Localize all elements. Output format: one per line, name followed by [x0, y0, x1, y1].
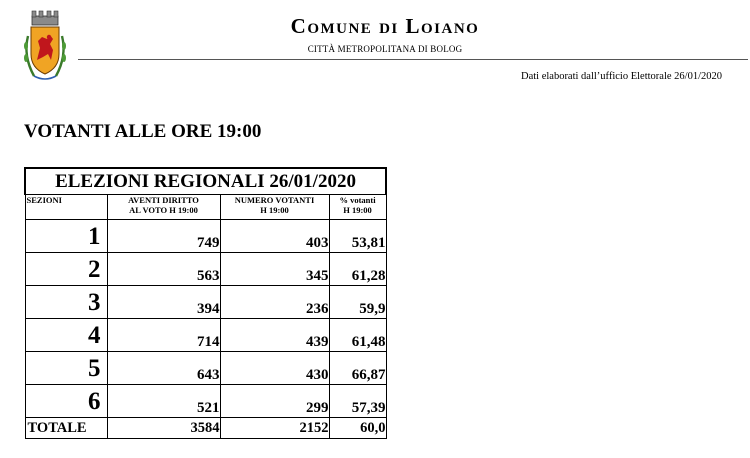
cell-sezione: 4	[25, 319, 107, 352]
cell-sezione: 6	[25, 385, 107, 418]
table-row	[25, 352, 386, 385]
cell-aventi: 749	[107, 220, 220, 253]
table-caption: ELEZIONI REGIONALI 26/01/2020	[25, 168, 386, 195]
results-table	[24, 167, 387, 439]
cell-percent: 61,28	[329, 253, 386, 286]
cell-aventi: 521	[107, 385, 220, 418]
cell-votanti: 236	[220, 286, 329, 319]
cell-votanti: 299	[220, 385, 329, 418]
table-header-row	[25, 195, 386, 220]
coat-of-arms-logo	[20, 8, 70, 86]
cell-sezione: 3	[25, 286, 107, 319]
cell-percent: 61,48	[329, 319, 386, 352]
table-total-row	[25, 418, 386, 439]
cell-aventi: 563	[107, 253, 220, 286]
cell-aventi: 714	[107, 319, 220, 352]
cell-aventi: 643	[107, 352, 220, 385]
total-label: TOTALE	[25, 418, 107, 439]
total-aventi: 3584	[107, 418, 220, 439]
table-row	[25, 286, 386, 319]
page-subtitle: CITTÀ METROPOLITANA DI BOLOG	[307, 44, 463, 54]
cell-percent: 66,87	[329, 352, 386, 385]
table-row	[25, 319, 386, 352]
table-row	[25, 385, 386, 418]
cell-aventi: 394	[107, 286, 220, 319]
cell-votanti: 430	[220, 352, 329, 385]
cell-percent: 53,81	[329, 220, 386, 253]
table-row	[25, 220, 386, 253]
column-header-aventi: AVENTI DIRITTO AL VOTO H 19:00	[107, 195, 220, 220]
cell-votanti: 439	[220, 319, 329, 352]
page-title: Comune di Loiano	[290, 14, 480, 38]
total-votanti: 2152	[220, 418, 329, 439]
cell-sezione: 2	[25, 253, 107, 286]
column-header-votanti: NUMERO VOTANTI H 19:00	[220, 195, 329, 220]
section-heading: VOTANTI ALLE ORE 19:00	[24, 121, 262, 142]
cell-percent: 59,9	[329, 286, 386, 319]
cell-sezione: 5	[25, 352, 107, 385]
processed-data-note: Dati elaborati dall’ufficio Elettorale 26/01/2020	[521, 71, 722, 82]
column-header-percent: % votanti H 19:00	[329, 195, 386, 220]
header-divider	[78, 59, 748, 60]
cell-votanti: 403	[220, 220, 329, 253]
column-header-sezioni: SEZIONI	[25, 195, 107, 220]
cell-sezione: 1	[25, 220, 107, 253]
total-percent: 60,0	[329, 418, 386, 439]
table-row	[25, 253, 386, 286]
cell-percent: 57,39	[329, 385, 386, 418]
cell-votanti: 345	[220, 253, 329, 286]
